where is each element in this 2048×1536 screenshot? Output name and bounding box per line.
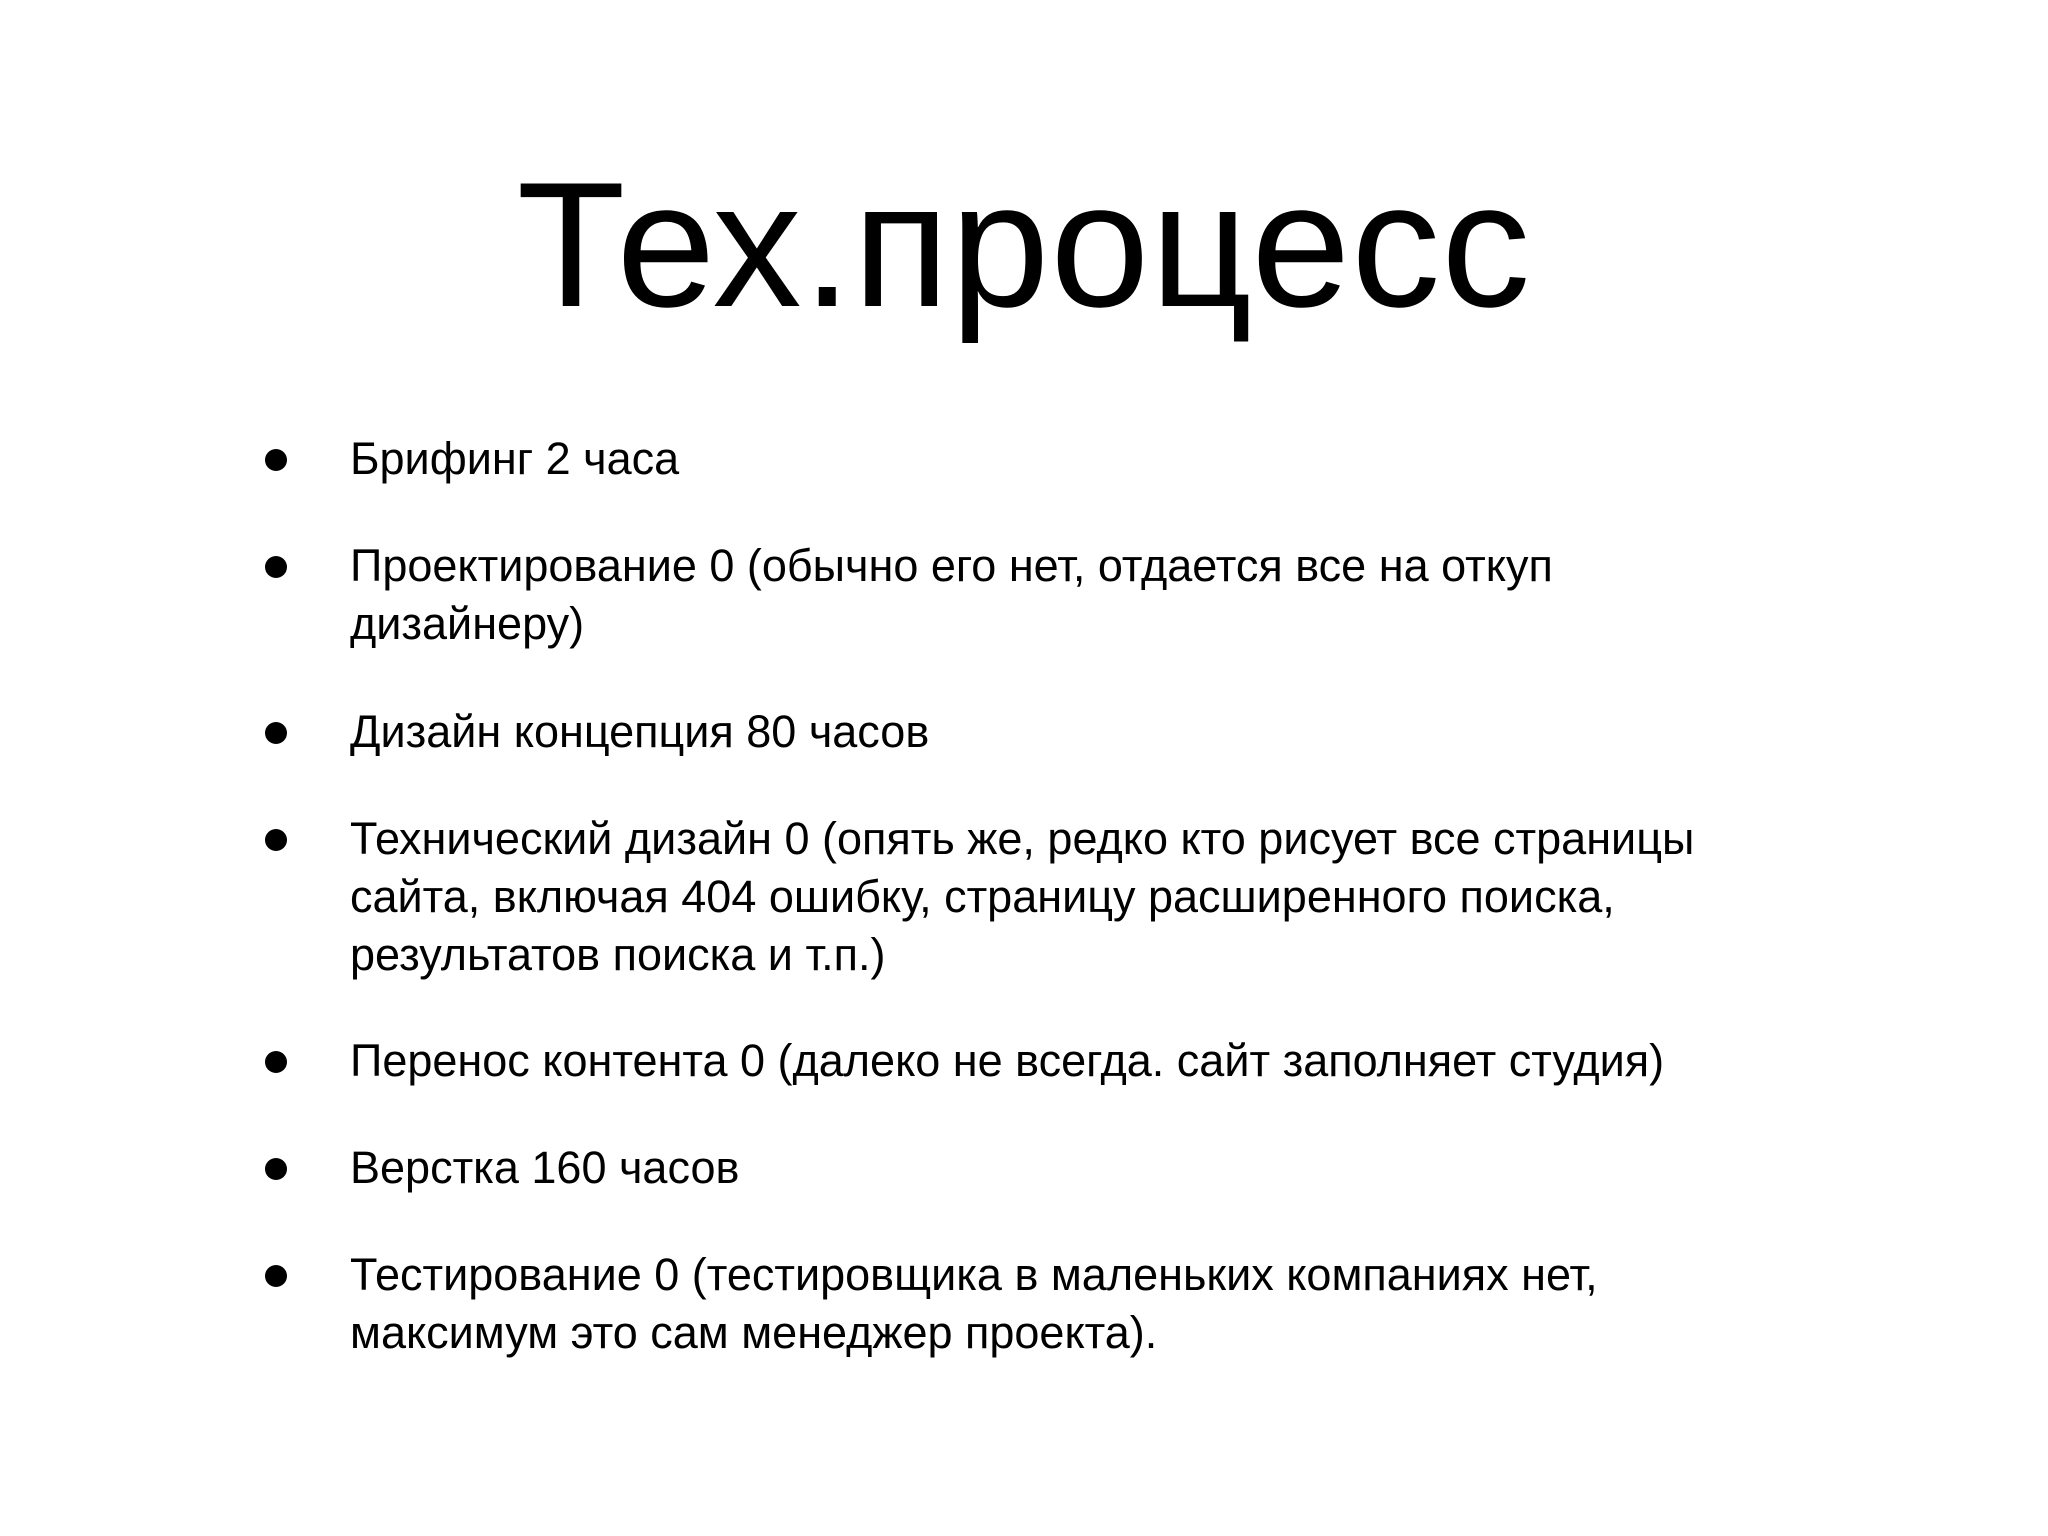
bullet-icon xyxy=(265,1051,287,1073)
bullet-icon xyxy=(265,1158,287,1180)
bullet-text: Дизайн концепция 80 часов xyxy=(350,706,930,757)
bullet-text: Проектирование 0 (обычно его нет, отдается все на откуп дизайнеру) xyxy=(350,540,1553,649)
slide-title: Тех.процесс xyxy=(516,145,1532,344)
bullet-icon xyxy=(265,829,287,851)
bullet-text: Верстка 160 часов xyxy=(350,1142,740,1193)
bullet-icon xyxy=(265,1265,287,1287)
bullet-text: Перенос контента 0 (далеко не всегда. сайт заполняет студия) xyxy=(350,1035,1665,1086)
bullet-text: Технический дизайн 0 (опять же, редко кто рисует все страницы сайта, включая 404 ошибку, страницу расширенного поиска, результатов поиска и т.п.) xyxy=(350,813,1695,980)
bullet-text: Брифинг 2 часа xyxy=(350,433,680,484)
bullet-text: Тестирование 0 (тестировщика в маленьких компаниях нет, максимум это сам менеджер проекта). xyxy=(350,1249,1598,1358)
bullet-icon xyxy=(265,449,287,471)
bullet-icon xyxy=(265,556,287,578)
bullet-icon xyxy=(265,722,287,744)
